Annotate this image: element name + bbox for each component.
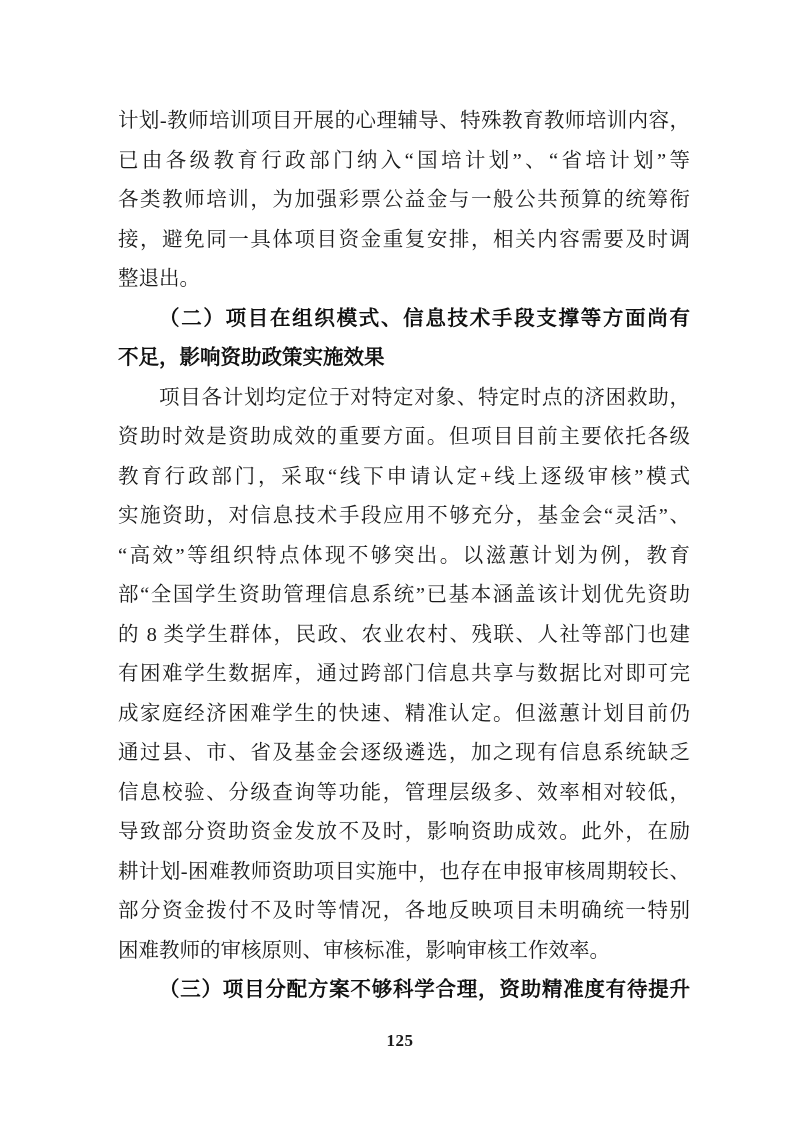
text-line: 接，避免同一具体项目资金重复安排，相关内容需要及时调 xyxy=(118,228,690,251)
heading-line: 不足，影响资助政策实施效果 xyxy=(118,347,385,369)
text-line: 部分资金拨付不及时等情况，各地反映项目未明确统一特别 xyxy=(118,900,690,922)
text-line: 各类教师培训，为加强彩票公益金与一般公共预算的统筹衔 xyxy=(118,189,690,211)
text-line: 通过县、市、省及基金会逐级遴选，加之现有信息系统缺乏 xyxy=(118,742,690,764)
text-line: 困难教师的审核原则、审核标准，影响审核工作效率。 xyxy=(118,939,610,962)
text-line: 的 8 类学生群体，民政、农业农村、残联、人社等部门也建 xyxy=(118,623,690,646)
page-number: 125 xyxy=(386,1031,414,1050)
text-line: 部“全国学生资助管理信息系统”已基本涵盖该计划优先资助 xyxy=(118,584,690,606)
text-line: 项目各计划均定位于对特定对象、特定时点的济困救助， xyxy=(159,386,690,409)
text-line: 已由各级教育行政部门纳入“国培计划”、“省培计划”等 xyxy=(118,149,690,172)
text-line: 信息校验、分级查询等功能，管理层级多、效率相对较低， xyxy=(118,781,690,804)
text-line: 耕计划-困难教师资助项目实施中，也存在申报审核周期较长、 xyxy=(118,860,690,883)
text-line: 成家庭经济困难学生的快速、精准认定。但滋蕙计划目前仍 xyxy=(118,702,690,725)
text-line: 导致部分资助资金发放不及时，影响资助成效。此外，在励 xyxy=(118,821,690,843)
text-line: 有困难学生数据库，通过跨部门信息共享与数据比对即可完 xyxy=(118,663,690,685)
text-line: 教育行政部门，采取“线下申请认定+线上逐级审核”模式 xyxy=(118,465,690,488)
heading-line: （二）项目在组织模式、信息技术手段支撑等方面尚有 xyxy=(159,307,690,330)
text-line: 计划-教师培训项目开展的心理辅导、特殊教育教师培训内容， xyxy=(118,110,690,132)
text-line: 资助时效是资助成效的重要方面。但项目目前主要依托各级 xyxy=(118,426,690,448)
heading-line: （三）项目分配方案不够科学合理，资助精准度有待提升 xyxy=(159,979,690,1001)
text-line: 实施资助，对信息技术手段应用不够充分，基金会“灵活”、 xyxy=(118,505,690,527)
document-text xyxy=(118,102,690,1011)
text-line: “高效”等组织特点体现不够突出。以滋蕙计划为例，教育 xyxy=(118,544,690,567)
text-line: 整退出。 xyxy=(118,268,200,290)
